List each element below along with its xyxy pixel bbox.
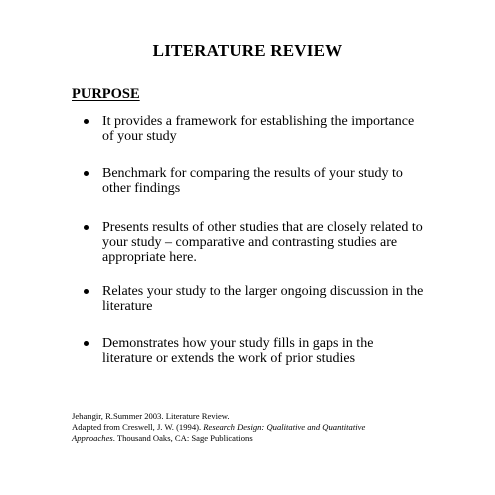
bullet-icon bbox=[84, 225, 89, 230]
page-title: LITERATURE REVIEW bbox=[152, 41, 343, 60]
bullet-text: Relates your study to the larger ongoing discussion in the literature bbox=[102, 284, 424, 314]
bullet-icon bbox=[84, 289, 89, 294]
bullet-item-related-studies bbox=[84, 220, 424, 265]
bullet-icon bbox=[84, 341, 89, 346]
bullet-text: Demonstrates how your study fills in gaps in the literature or extends the work of prior studies bbox=[102, 336, 374, 366]
bullet-text: It provides a framework for establishing the importance of your study bbox=[102, 114, 415, 144]
footer-line-3 bbox=[72, 433, 472, 444]
footer-line-3-suffix: . Thousand Oaks, CA: Sage Publications bbox=[112, 433, 253, 443]
bullet-icon bbox=[84, 171, 89, 176]
bullet-item-fills-gaps bbox=[84, 336, 424, 366]
bullet-item-framework bbox=[84, 114, 424, 144]
bullet-item-larger-discussion bbox=[84, 284, 424, 314]
bullet-text: Benchmark for comparing the results of your study to other findings bbox=[102, 166, 403, 196]
footer-line-2 bbox=[72, 422, 472, 433]
footer-line-2-italic: Research Design: Qualitative and Quantitative bbox=[203, 422, 366, 432]
footer-line-2-prefix: Adapted from Creswell, J. W. (1994). bbox=[72, 422, 204, 432]
section-heading-purpose: PURPOSE bbox=[72, 86, 140, 102]
footer-line-3-italic: Approaches bbox=[72, 433, 113, 443]
citation-footer bbox=[72, 411, 472, 444]
bullet-icon bbox=[84, 119, 89, 124]
bullet-text: Presents results of other studies that are closely related to your study – comparative and contrasting studies are appropriate here. bbox=[102, 220, 423, 265]
bullet-item-benchmark bbox=[84, 166, 424, 196]
footer-line-1: Jehangir, R.Summer 2003. Literature Review. bbox=[72, 411, 230, 421]
